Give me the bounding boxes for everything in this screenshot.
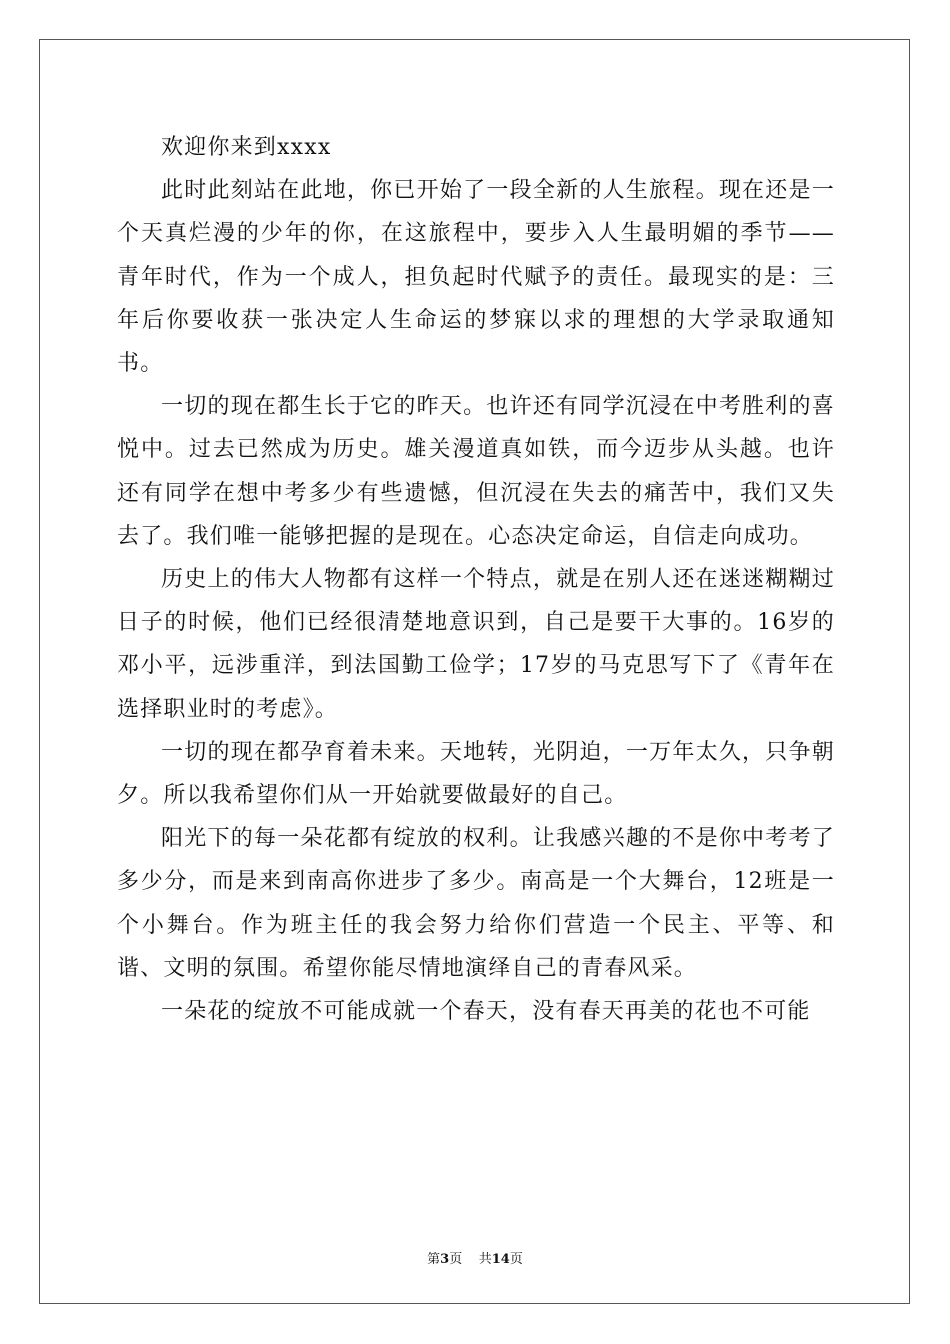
page-prefix: 第 xyxy=(427,1252,441,1267)
paragraph-spring: 一朵花的绽放不可能成就一个春天，没有春天再美的花也不可能 xyxy=(161,999,811,1025)
paragraph-flowers: 阳光下的每一朵花都有绽放的权利。让我感兴趣的不是你中考考了多少分，而是来到南高你进步了多少。南高是一个大舞台，12班是一个小舞台。作为班主任的我会努力给你们营造一个民主、平等、和谐、文明的氛围。希望你能尽情地演绎自己的青春风采。 xyxy=(117,826,835,981)
document-body xyxy=(117,126,835,1033)
greeting-paragraph: 欢迎你来到xxxx xyxy=(161,135,332,160)
paragraph-yesterday: 一切的现在都生长于它的昨天。也许还有同学沉浸在中考胜利的喜悦中。过去已然成为历史。雄关漫道真如铁，而今迈步从头越。也许还有同学在想中考多少有些遗憾，但沉浸在失去的痛苦中，我们又失去了。我们唯一能够把握的是现在。心态决定命运，自信走向成功。 xyxy=(117,394,835,549)
total-suffix: 页 xyxy=(509,1252,523,1267)
page-suffix: 页 xyxy=(449,1252,463,1267)
paragraph-journey: 此时此刻站在此地，你已开始了一段全新的人生旅程。现在还是一个天真烂漫的少年的你，在这旅程中，要步入人生最明媚的季节——青年时代，作为一个成人，担负起时代赋予的责任。最现实的是：三年后你要收获一张决定人生命运的梦寐以求的理想的大学录取通知书。 xyxy=(117,178,835,377)
page-number: 3 xyxy=(440,1252,450,1267)
paragraph-future: 一切的现在都孕育着未来。天地转，光阴迫，一万年太久，只争朝夕。所以我希望你们从一开始就要做最好的自己。 xyxy=(117,739,835,809)
page-footer xyxy=(0,1248,950,1267)
total-pages: 14 xyxy=(491,1252,510,1267)
total-prefix: 共 xyxy=(478,1252,492,1267)
paragraph-great-figures: 历史上的伟大人物都有这样一个特点，就是在别人还在迷迷糊糊过日子的时候，他们已经很清楚地意识到，自己是要干大事的。16岁的邓小平，远涉重洋，到法国勤工俭学；17岁的马克思写下了《青年在选择职业时的考虑》。 xyxy=(117,567,835,722)
